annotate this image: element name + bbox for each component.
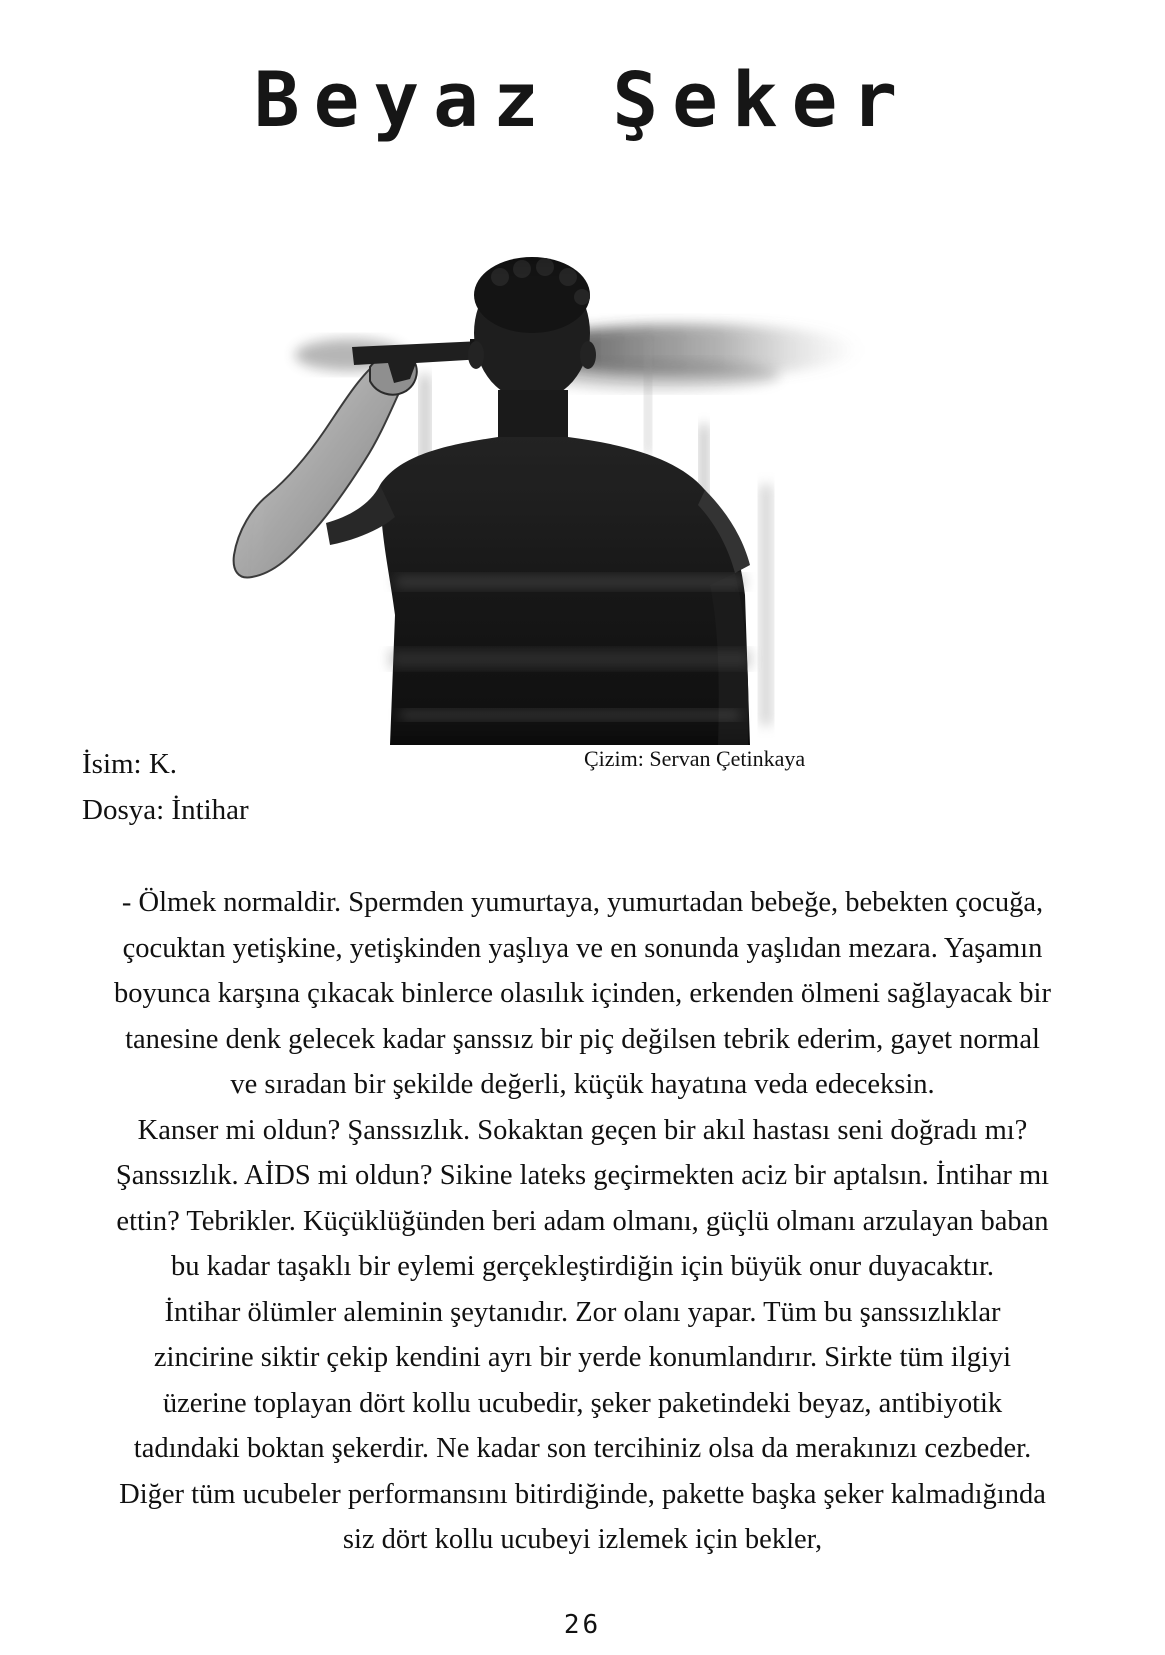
silhouette-man-with-gun-illustration xyxy=(230,255,890,745)
body-line: tanesine denk gelecek kadar şanssız bir piç değilsen tebrik ederim, gayet normal xyxy=(125,1023,1040,1055)
page-title: Beyaz Şeker xyxy=(253,55,912,144)
body-paragraph xyxy=(30,880,1135,1563)
body-line: ve sıradan bir şekilde değerli, küçük hayatına veda edeceksin. xyxy=(230,1069,935,1100)
body-line: Şanssızlık. AİDS mi oldun? Sikine lateks geçirmekten aciz bir aptalsın. İntihar mı xyxy=(115,1160,1050,1191)
page-number: 26 xyxy=(563,1610,602,1640)
body-line: - Ölmek normaldir. Spermden yumurtaya, yumurtadan bebeğe, bebekten çocuğa, xyxy=(121,887,1044,918)
body-line: İntihar ölümler aleminin şeytanıdır. Zor olanı yapar. Tüm bu şanssızlıklar xyxy=(164,1296,1001,1328)
body-line: zincirine siktir çekip kendini ayrı bir yerde konumlandırır. Sirkte tüm ilgiyi xyxy=(153,1342,1012,1373)
body-line: boyunca karşına çıkacak binlerce olasılık içinden, erkenden ölmeni sağlayacak bir xyxy=(114,978,1051,1009)
body-line: çocuktan yetişkine, yetişkinden yaşlıya ve en sonunda yaşlıdan mezara. Yaşamın xyxy=(122,932,1043,964)
body-line: siz dört kollu ucubeyi izlemek için bekler, xyxy=(342,1524,823,1555)
body-line: Diğer tüm ucubeler performansını bitirdiğinde, pakette başka şeker kalmadığında xyxy=(119,1478,1046,1510)
name-field: İsim: K. xyxy=(82,748,178,780)
body-line: bu kadar taşaklı bir eylemi gerçekleştirdiğin için büyük onur duyacaktır. xyxy=(170,1251,995,1282)
body-line: Kanser mi oldun? Şanssızlık. Sokaktan geçen bir akıl hastası seni doğradı mı? xyxy=(137,1114,1028,1146)
body-line: tadındaki boktan şekerdir. Ne kadar son tercihiniz olsa da merakınızı cezbeder. xyxy=(133,1433,1032,1464)
file-field: Dosya: İntihar xyxy=(82,794,249,826)
body-line: ettin? Tebrikler. Küçüklüğünden beri adam olmanı, güçlü olmanı arzulayan baban xyxy=(116,1205,1049,1237)
body-line: üzerine toplayan dört kollu ucubedir, şeker paketindeki beyaz, antibiyotik xyxy=(162,1387,1003,1419)
illustration-credit: Çizim: Servan Çetinkaya xyxy=(584,746,806,771)
